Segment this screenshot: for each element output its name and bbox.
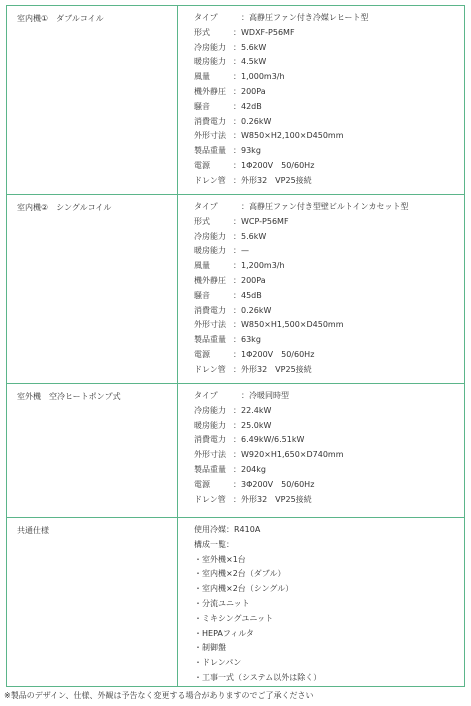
spec-separator: ：: [233, 86, 241, 96]
spec-key: 消費電力: [194, 116, 226, 126]
spec-row: [194, 538, 464, 553]
spec-separator: ：: [233, 261, 241, 271]
spec-row: [194, 85, 464, 100]
spec-value: 0.26kW: [241, 305, 272, 315]
spec-key: 暖房能力: [194, 57, 226, 67]
section-label: 室内機① ダブルコイル: [7, 6, 178, 195]
spec-separator: ：: [233, 290, 241, 300]
spec-separator: ：: [233, 116, 241, 126]
spec-key: 騒音: [194, 290, 210, 300]
spec-row: [194, 348, 464, 363]
spec-value: 高静圧ファン付き冷媒レヒート型: [249, 13, 369, 22]
spec-value: ・ドレンパン: [194, 658, 242, 668]
spec-separator: ：: [233, 464, 241, 474]
spec-key: 冷房能力: [194, 42, 226, 52]
spec-value: 93kg: [241, 146, 261, 156]
spec-row: [194, 230, 464, 245]
spec-separator: ：: [233, 175, 241, 185]
spec-value: 1,000m3/h: [241, 72, 285, 82]
spec-value: 外形32 VP25接続: [241, 494, 312, 504]
section-details: [178, 518, 465, 687]
spec-row: [194, 463, 464, 478]
spec-separator: ：: [233, 101, 241, 111]
spec-row: [194, 129, 464, 144]
spec-value: 高静圧ファン付き型壁ビルトインカセット型: [249, 202, 409, 211]
spec-value: 22.4kW: [241, 405, 272, 415]
spec-key: 製品重量: [194, 146, 226, 156]
spec-separator: ：: [233, 160, 241, 170]
spec-row: [194, 567, 464, 582]
spec-row: [194, 448, 464, 463]
spec-row: [194, 70, 464, 85]
spec-key: 騒音: [194, 101, 210, 111]
spec-row: [194, 641, 464, 656]
spec-row: [194, 41, 464, 56]
spec-separator: ：: [233, 275, 241, 285]
spec-value: 1,200m3/h: [241, 261, 285, 271]
spec-separator: ：: [233, 335, 241, 345]
spec-row: [194, 404, 464, 419]
spec-value: W920×H1,650×D740mm: [241, 450, 344, 460]
spec-value: 外形32 VP25接続: [241, 364, 312, 374]
spec-key: 電源: [194, 160, 210, 170]
spec-row: [194, 671, 464, 686]
spec-value: 42dB: [241, 101, 262, 111]
spec-key: 冷房能力: [194, 231, 226, 241]
spec-value: 204kg: [241, 464, 266, 474]
spec-value: 45dB: [241, 290, 262, 300]
spec-section: [7, 518, 465, 687]
spec-row: [194, 289, 464, 304]
spec-value: ・室外機×1台: [194, 554, 246, 564]
spec-key: 消費電力: [194, 435, 226, 445]
spec-row: [194, 200, 464, 215]
spec-section: [7, 195, 465, 384]
spec-value: 25.0kW: [241, 420, 272, 430]
spec-row: [194, 144, 464, 159]
spec-key: 外形寸法: [194, 131, 226, 141]
spec-key: 形式: [194, 216, 210, 226]
spec-key: 外形寸法: [194, 450, 226, 460]
spec-row: [194, 244, 464, 259]
spec-separator: ：: [233, 391, 249, 400]
spec-key: 製品重量: [194, 335, 226, 345]
spec-key: タイプ: [194, 391, 218, 400]
spec-key: タイプ: [194, 13, 218, 22]
spec-separator: ：: [233, 146, 241, 156]
spec-row: [194, 333, 464, 348]
spec-value: WDXF-P56MF: [241, 27, 295, 37]
spec-key: 機外静圧: [194, 275, 226, 285]
spec-separator: ：: [233, 202, 249, 211]
spec-row: [194, 215, 464, 230]
spec-separator: ：: [233, 13, 249, 22]
spec-row: [194, 553, 464, 568]
spec-key: 形式: [194, 27, 210, 37]
section-details: [178, 6, 465, 195]
spec-key: 機外静圧: [194, 86, 226, 96]
spec-row: [194, 304, 464, 319]
spec-value: 5.6kW: [241, 42, 267, 52]
spec-row: [194, 174, 464, 189]
spec-key: 電源: [194, 479, 210, 489]
spec-separator: ：: [233, 320, 241, 330]
spec-value: 200Pa: [241, 275, 266, 285]
spec-separator: ：: [233, 42, 241, 52]
spec-separator: ：: [233, 27, 241, 37]
spec-value: ・HEPAフィルタ: [194, 628, 254, 638]
spec-value: W850×H2,100×D450mm: [241, 131, 344, 141]
footnote: ※製品のデザイン、仕様、外観は予告なく変更する場合がありますのでご了承ください: [4, 691, 314, 700]
spec-value: ・工事一式（システム以外は除く）: [194, 672, 322, 682]
spec-key: 外形寸法: [194, 320, 226, 330]
spec-row: [194, 523, 464, 538]
spec-value: ・室内機×2台（シングル）: [194, 584, 294, 594]
spec-row: [194, 100, 464, 115]
spec-value: 1Φ200V 50/60Hz: [241, 160, 315, 170]
spec-row: [194, 478, 464, 493]
spec-value: 5.6kW: [241, 231, 267, 241]
spec-key: 製品重量: [194, 464, 226, 474]
section-details: [178, 384, 465, 518]
spec-row: [194, 656, 464, 671]
spec-separator: ：: [233, 246, 241, 256]
spec-row: [194, 26, 464, 41]
spec-row: [194, 627, 464, 642]
spec-row: [194, 597, 464, 612]
spec-value: WCP-P56MF: [241, 216, 289, 226]
spec-row: [194, 582, 464, 597]
section-label: 共通仕様: [7, 518, 178, 687]
spec-key: 暖房能力: [194, 246, 226, 256]
spec-value: 4.5kW: [241, 57, 267, 67]
spec-separator: ：: [233, 450, 241, 460]
spec-row: [194, 55, 464, 70]
spec-separator: ：: [233, 349, 241, 359]
spec-row: [194, 419, 464, 434]
spec-value: 使用冷媒：R410A: [194, 525, 261, 534]
spec-value: ・分流ユニット: [194, 598, 250, 608]
spec-row: [194, 493, 464, 508]
spec-key: タイプ: [194, 202, 218, 211]
spec-key: 冷房能力: [194, 405, 226, 415]
section-details: [178, 195, 465, 384]
spec-row: [194, 612, 464, 627]
spec-separator: ：: [233, 364, 241, 374]
spec-row: [194, 259, 464, 274]
spec-section: [7, 6, 465, 195]
spec-row: [194, 389, 464, 404]
spec-value: ・制御盤: [194, 643, 226, 653]
spec-separator: ：: [233, 57, 241, 67]
spec-separator: ：: [233, 479, 241, 489]
spec-value: 構成一覧：: [194, 539, 234, 549]
spec-value: 外形32 VP25接続: [241, 175, 312, 185]
spec-section: [7, 384, 465, 518]
spec-value: 1Φ200V 50/60Hz: [241, 349, 315, 359]
spec-row: [194, 11, 464, 26]
spec-separator: ：: [233, 405, 241, 415]
spec-key: ドレン管: [194, 494, 226, 504]
spec-separator: ：: [233, 216, 241, 226]
spec-separator: ：: [233, 494, 241, 504]
spec-key: 風量: [194, 261, 210, 271]
spec-row: [194, 274, 464, 289]
spec-separator: ：: [233, 131, 241, 141]
spec-key: 暖房能力: [194, 420, 226, 430]
spec-value: W850×H1,500×D450mm: [241, 320, 344, 330]
spec-row: [194, 363, 464, 378]
spec-value: 冷暖同時型: [249, 391, 289, 400]
spec-value: ・室内機×2台（ダブル）: [194, 569, 286, 579]
spec-row: [194, 159, 464, 174]
spec-key: ドレン管: [194, 364, 226, 374]
spec-value: 200Pa: [241, 86, 266, 96]
spec-separator: ：: [233, 72, 241, 82]
spec-key: 消費電力: [194, 305, 226, 315]
spec-value: 3Φ200V 50/60Hz: [241, 479, 315, 489]
spec-separator: ：: [233, 435, 241, 445]
section-label: 室内機② シングルコイル: [7, 195, 178, 384]
spec-separator: ：: [233, 420, 241, 430]
section-label: 室外機 空冷ヒートポンプ式: [7, 384, 178, 518]
spec-value: ・ミキシングユニット: [194, 613, 274, 623]
spec-row: [194, 318, 464, 333]
spec-separator: ：: [233, 305, 241, 315]
spec-key: 電源: [194, 349, 210, 359]
spec-key: 風量: [194, 72, 210, 82]
spec-value: —: [241, 246, 249, 256]
spec-separator: ：: [233, 231, 241, 241]
spec-row: [194, 433, 464, 448]
spec-value: 0.26kW: [241, 116, 272, 126]
spec-row: [194, 115, 464, 130]
spec-value: 6.49kW/6.51kW: [241, 435, 305, 445]
spec-value: 63kg: [241, 335, 261, 345]
spec-table: [6, 5, 465, 687]
spec-key: ドレン管: [194, 175, 226, 185]
